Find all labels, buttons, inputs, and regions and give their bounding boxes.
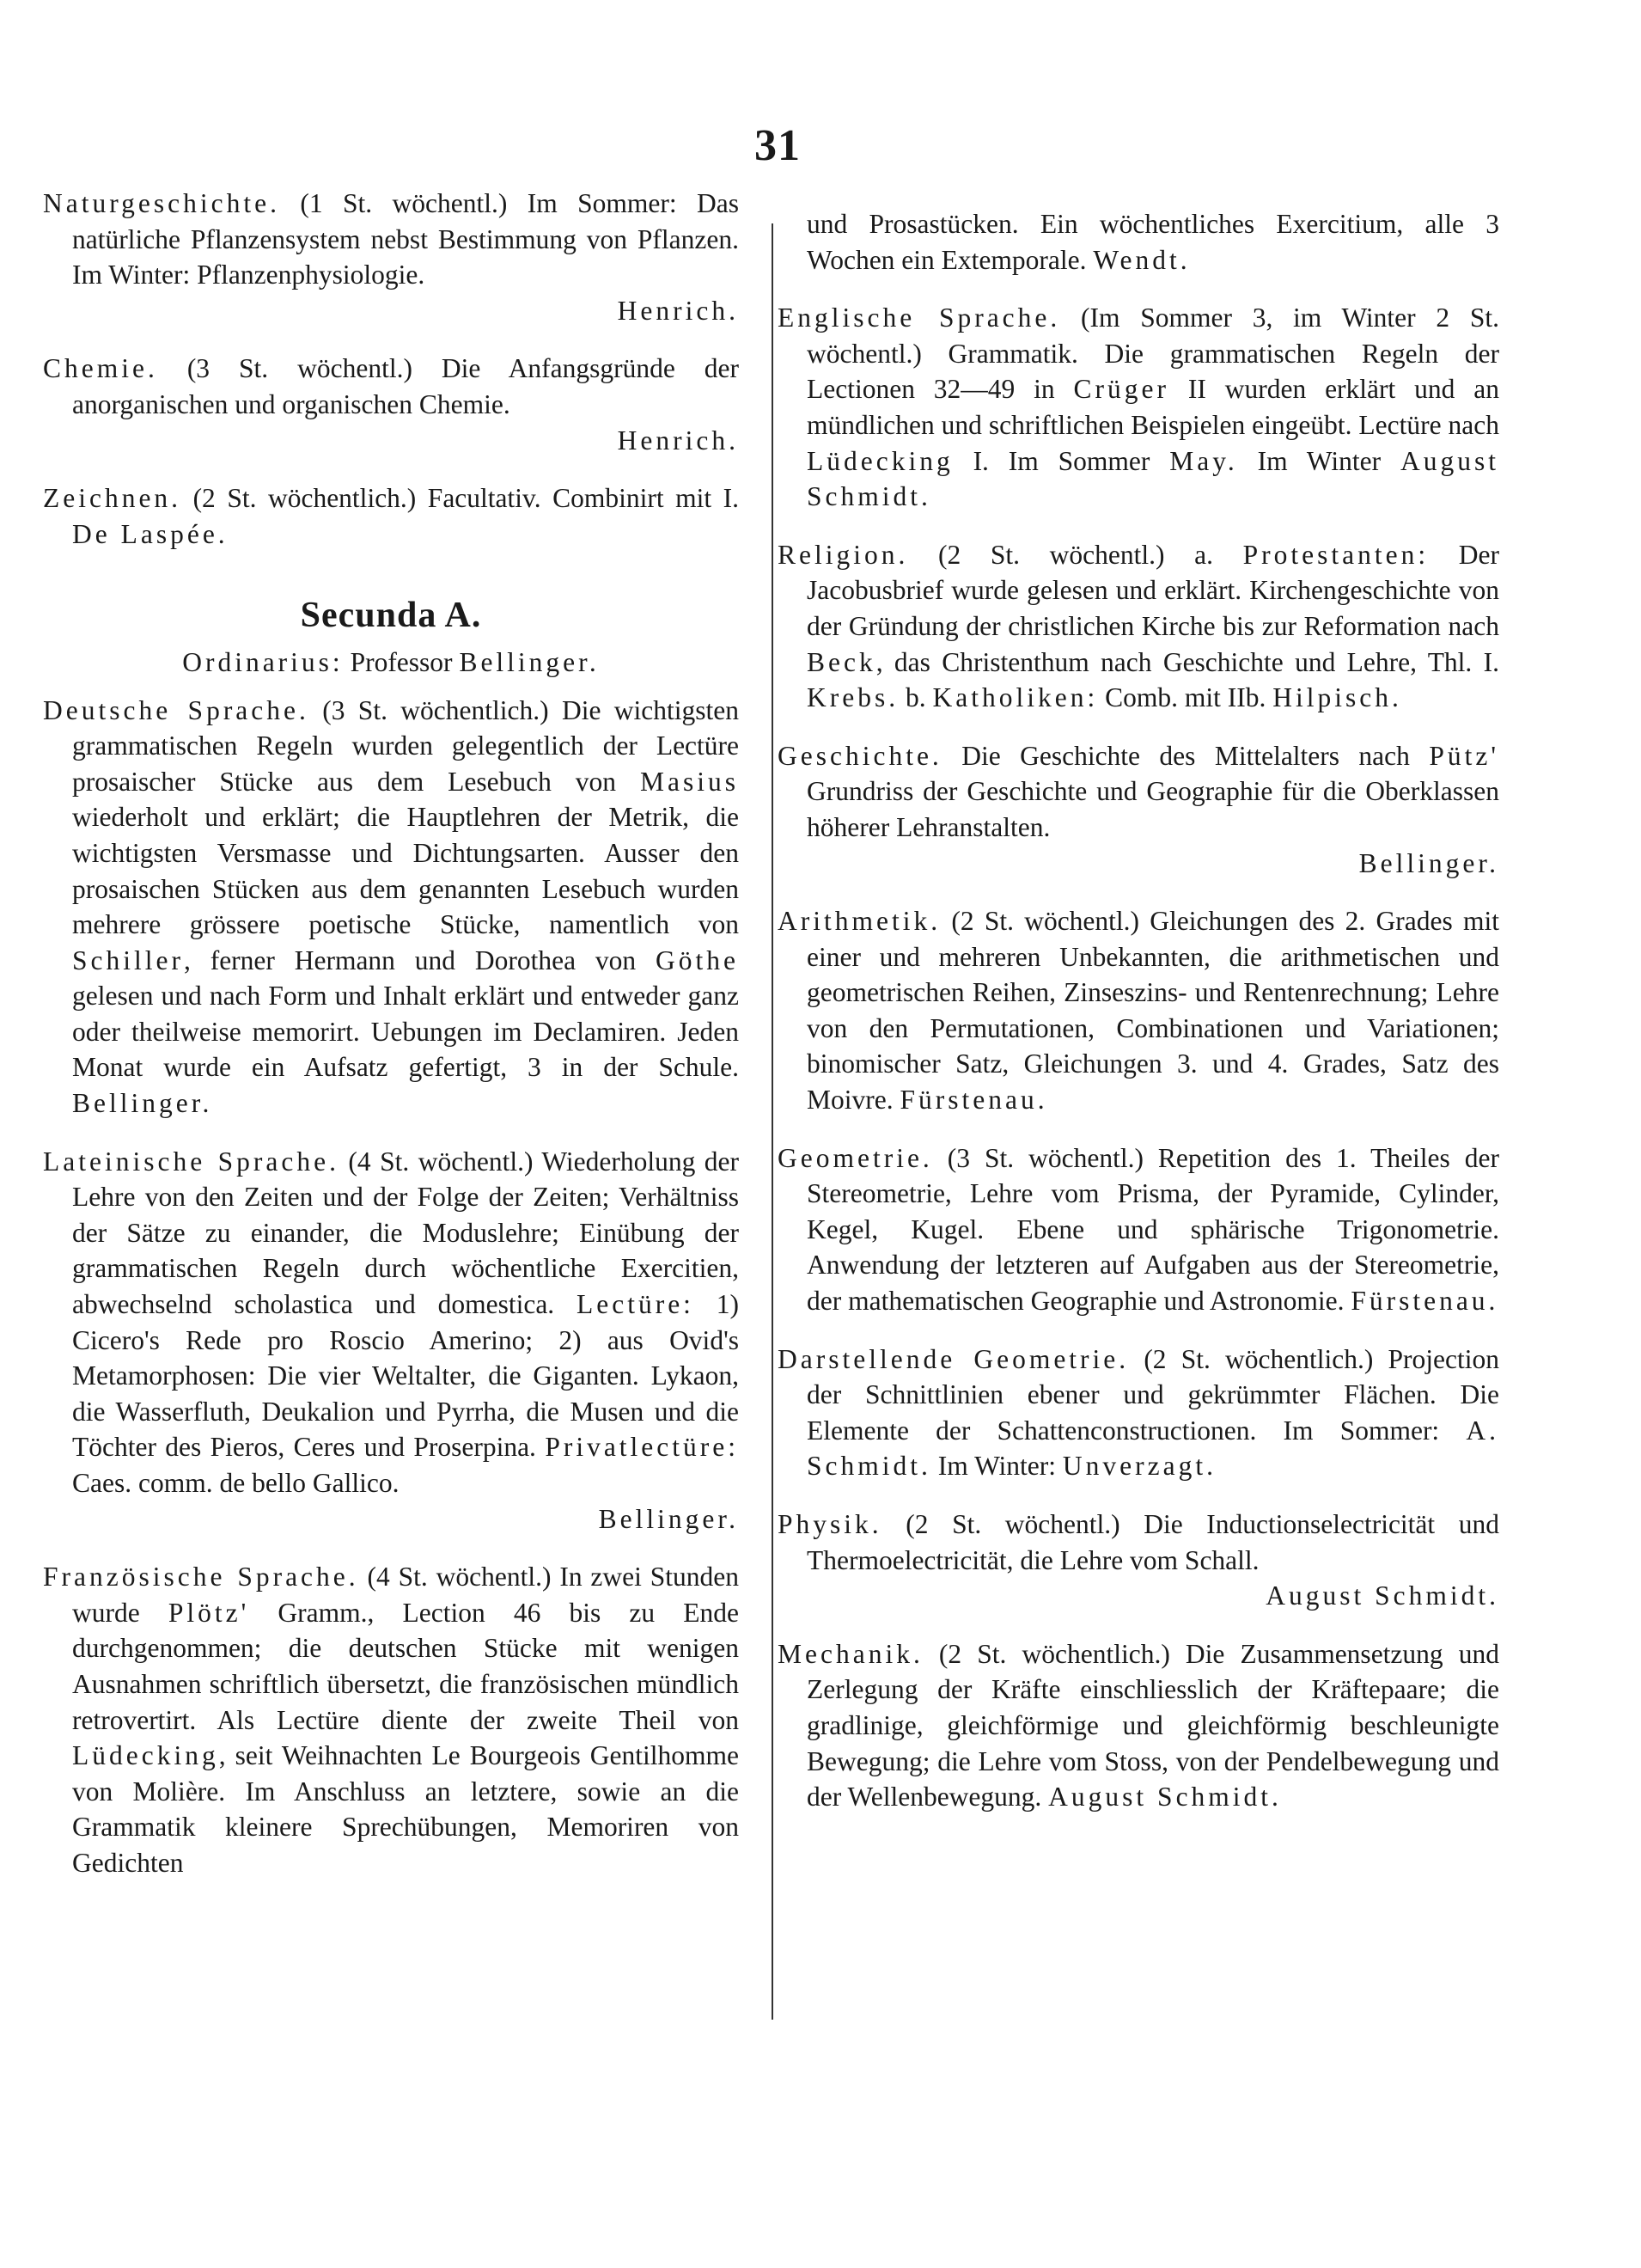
teacher-name: August Schmidt. bbox=[1048, 1782, 1282, 1813]
entry-text: (2 St. wöchentl.) a. bbox=[908, 539, 1243, 570]
entry-lateinische-sprache bbox=[43, 1144, 739, 1537]
entry-text: (4 St. wöchentl.) In zwei Stunden wurde bbox=[72, 1562, 740, 1628]
teacher-name: A. Schmidt. bbox=[807, 1415, 1499, 1482]
entry-text: 1) Cicero's Rede pro Roscio Amerino; 2) aus Ovid's Metamorphosen: Die vier Weltalter, die Giganten. Lykaon, die Wasserfluth, Deukalion und Pyrrha, die Musen und die Töchter des Pieros, Ceres und Proserpina. bbox=[72, 1289, 739, 1463]
ordinarius-label: Ordinarius: bbox=[182, 646, 344, 677]
entry-text: wiederholt und erklärt; die Hauptlehren der Metrik, die wichtigsten Versmasse und Dichtungsarten. Ausser den prosaischen Stücken aus dem genannten Lesebuch wurden mehrere grössere poetische Stücke, namentlich von bbox=[72, 802, 739, 940]
teacher-name: Wendt. bbox=[1093, 244, 1191, 275]
entry-text: Caes. comm. de bello Gallico. bbox=[72, 1468, 400, 1498]
author-name: Göthe bbox=[656, 944, 739, 975]
entry-chemie bbox=[43, 351, 739, 458]
entry-text: (2 St. wöchentlich.) Facultativ. Combinirt mit I. bbox=[181, 483, 739, 514]
author-name: Masius bbox=[639, 766, 739, 797]
entry-text: , seit Weihnachten Le Bourgeois Gentilhomme von Molière. Im Anschluss an letztere, sowie an die Grammatik kleinere Sprechübungen, Memoriren von Gedichten bbox=[72, 1740, 739, 1878]
subject-heading: Lateinische Sprache. bbox=[43, 1146, 339, 1177]
entry-text: Im Winter: bbox=[930, 1451, 1063, 1482]
left-column bbox=[43, 186, 739, 1904]
subject-heading: Geometrie. bbox=[778, 1142, 933, 1173]
teacher-signature: August Schmidt. bbox=[1266, 1580, 1499, 1611]
entry-text: II wurden erklärt und an mündlichen und schriftlichen Beispielen eingeübt. Lectüre nach bbox=[807, 374, 1499, 440]
subject-heading: Zeichnen. bbox=[43, 483, 182, 514]
author-name: Crüger bbox=[1073, 374, 1170, 405]
author-name: Lüdecking bbox=[72, 1740, 219, 1771]
author-name: Beck bbox=[807, 646, 876, 677]
teacher-signature: Henrich. bbox=[617, 425, 739, 455]
subject-heading: Religion. bbox=[778, 539, 909, 570]
entry-text: und Prosastücken. Ein wöchentliches Exercitium, alle 3 Wochen ein Extemporale. bbox=[807, 209, 1499, 275]
entry-text: (4 St. wöchentl.) Wiederholung der Lehre von den Zeiten und der Folge der Zeiten; Verhältniss der Sätze zu einander, die Moduslehre; Einübung der grammatischen Regeln durch wöchentliche Exercitien, abwechselnd scholastica und domestica. bbox=[72, 1146, 739, 1320]
entry-text: (Im Sommer 3, im Winter 2 St. wöchentl.) Grammatik. Die grammatischen Regeln der Lectionen 32—49 in bbox=[807, 303, 1500, 405]
entry-text: (2 St. wöchentl.) Die Inductionselectricität und Thermoelectricität, die Lehre vom Schall. bbox=[807, 1509, 1499, 1575]
teacher-name: Unverzagt. bbox=[1062, 1451, 1217, 1482]
subject-heading: Mechanik. bbox=[778, 1638, 924, 1669]
teacher-name: De Laspée. bbox=[72, 518, 229, 549]
subject-heading: Physik. bbox=[778, 1509, 882, 1539]
subject-heading: Darstellende Geometrie. bbox=[778, 1343, 1130, 1374]
subject-heading: Arithmetik. bbox=[778, 906, 942, 937]
label-privatlectuere: Privatlectüre: bbox=[545, 1432, 739, 1463]
entry-geometrie bbox=[778, 1140, 1499, 1319]
entry-text: (1 St. wöchentl.) Im Sommer: Das natürliche Pflanzensystem nebst Bestimmung von Pflanzen. Im Winter: Pflanzenphysiologie. bbox=[72, 188, 739, 290]
entry-darstellende-geometrie bbox=[778, 1342, 1499, 1484]
subject-heading: Naturgeschichte. bbox=[43, 188, 280, 218]
teacher-name: May. bbox=[1169, 445, 1238, 476]
entry-religion bbox=[778, 537, 1499, 716]
entry-franzoesisch-continued bbox=[778, 206, 1499, 278]
entry-text: Im Winter bbox=[1237, 445, 1400, 476]
entry-text: b. bbox=[899, 682, 933, 713]
teacher-signature: Bellinger. bbox=[1358, 847, 1499, 878]
teacher-name: Hilpisch. bbox=[1272, 682, 1402, 713]
author-name: Schiller bbox=[72, 944, 184, 975]
entry-geschichte bbox=[778, 738, 1499, 881]
entry-mechanik bbox=[778, 1636, 1499, 1815]
entry-text: (2 St. wöchentl.) Gleichungen des 2. Grades mit einer und mehreren Unbekannten, die arithmetischen und geometrischen Reihen, Zinseszins- und Rentenrechnung; Lehre von den Permutationen, Combinationen und Variationen; binomischer Satz, Gleichungen 3. und 4. Grades, Satz des Moivre. bbox=[807, 906, 1499, 1116]
ordinarius-line bbox=[43, 645, 739, 681]
teacher-name: August Schmidt. bbox=[807, 445, 1499, 512]
entry-text: gelesen und nach Form und Inhalt erklärt und entweder ganz oder theilweise memorirt. Uebungen im Declamiren. Jeden Monat wurde ein Aufsatz gefertigt, 3 in der Schule. bbox=[72, 981, 739, 1083]
teacher-name: Bellinger. bbox=[72, 1088, 213, 1119]
entry-text: , ferner Hermann und Dorothea von bbox=[183, 944, 656, 975]
entry-text: (3 St. wöchentl.) Repetition des 1. Theiles der Stereometrie, Lehre vom Prisma, der Pyramide, Cylinder, Kegel, Kugel. Ebene und sphärische Trigonometrie. Anwendung der letzteren auf Aufgaben aus der Stereometrie, der mathematischen Geographie und Astronomie. bbox=[807, 1142, 1499, 1317]
entry-text: (3 St. wöchentlich.) Die wichtigsten grammatischen Regeln wurden gelegentlich der Lectüre prosaischer Stücke aus dem Lesebuch von bbox=[72, 694, 739, 797]
entry-deutsche-sprache bbox=[43, 693, 739, 1122]
entry-arithmetik bbox=[778, 903, 1499, 1118]
teacher-name: Fürstenau. bbox=[1351, 1286, 1499, 1317]
entry-text: (2 St. wöchentlich.) Projection der Schnittlinien ebener und gekrümmter Flächen. Die Elemente der Schattenconstructionen. Im Sommer: bbox=[807, 1343, 1499, 1446]
author-name: Plötz' bbox=[168, 1597, 250, 1628]
author-name: Lüdecking bbox=[807, 445, 954, 476]
page-number: 31 bbox=[754, 121, 801, 170]
entry-physik bbox=[778, 1507, 1499, 1614]
entry-zeichnen bbox=[43, 480, 739, 552]
author-name: Pütz' bbox=[1429, 740, 1499, 771]
section-title: Secunda A. bbox=[300, 596, 482, 636]
entry-text: Comb. mit IIb. bbox=[1098, 682, 1273, 713]
entry-franzoesische-sprache bbox=[43, 1559, 739, 1880]
entry-naturgeschichte bbox=[43, 186, 739, 328]
entry-text: Gramm., Lection 46 bis zu Ende durchgenommen; die deutschen Stücke mit wenigen Ausnahmen schriftlich übersetzt, die französischen mündlich retrovertirt. Als Lectüre diente der zweite Theil von bbox=[72, 1597, 739, 1735]
subject-heading: Französische Sprache. bbox=[43, 1562, 359, 1592]
entry-text: Die Geschichte des Mittelalters nach bbox=[942, 740, 1430, 771]
entry-englische-sprache bbox=[778, 300, 1499, 515]
ordinarius-text: Professor bbox=[343, 646, 460, 677]
subject-heading: Geschichte. bbox=[778, 740, 943, 771]
subject-heading: Chemie. bbox=[43, 353, 158, 384]
teacher-signature: Henrich. bbox=[617, 295, 739, 326]
subject-heading: Deutsche Sprache. bbox=[43, 694, 309, 725]
entry-text: I. Im Sommer bbox=[953, 445, 1170, 476]
entry-text: , das Christenthum nach Geschichte und Lehre, Thl. I. bbox=[875, 646, 1499, 677]
label-protestanten: Protestanten: bbox=[1242, 539, 1430, 570]
teacher-name: Fürstenau. bbox=[900, 1085, 1048, 1116]
entry-text: Der Jacobusbrief wurde gelesen und erklärt. Kirchengeschichte von der Gründung der christlichen Kirche bis zur Reformation nach bbox=[807, 539, 1499, 641]
teacher-name: Krebs. bbox=[807, 682, 900, 713]
entry-text: (3 St. wöchentl.) Die Anfangsgründe der anorganischen und organischen Chemie. bbox=[72, 353, 739, 419]
ordinarius-name: Bellinger. bbox=[459, 646, 600, 677]
subject-heading: Englische Sprache. bbox=[778, 303, 1061, 333]
label-lectuere: Lectüre: bbox=[576, 1289, 694, 1320]
column-divider bbox=[772, 223, 773, 2020]
entry-text: (2 St. wöchentlich.) Die Zusammensetzung und Zerlegung der Kräfte einschliesslich der Kräftepaare; die gradlinige, gleichförmige und gleichförmig beschleunigte Bewegung; die Lehre vom Stoss, von der Pendelbewegung und der Wellenbewegung. bbox=[807, 1638, 1499, 1813]
teacher-signature: Bellinger. bbox=[598, 1503, 739, 1534]
entry-text: Grundriss der Geschichte und Geographie für die Oberklassen höherer Lehranstalten. bbox=[807, 776, 1499, 842]
right-column bbox=[778, 206, 1499, 1837]
label-katholiken: Katholiken: bbox=[932, 682, 1099, 713]
